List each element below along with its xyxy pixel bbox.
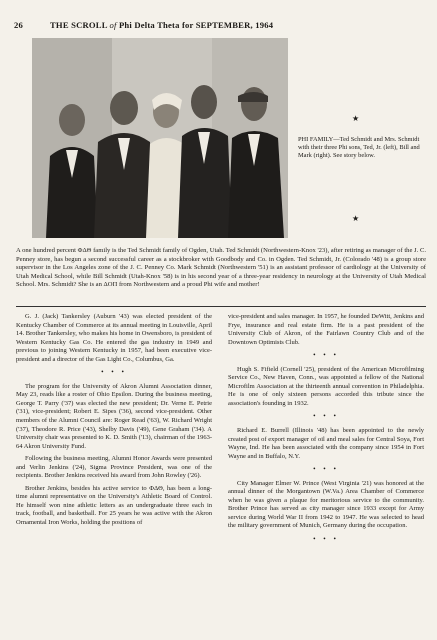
- header-title-pre: THE SCROLL: [50, 20, 108, 30]
- running-header: [14, 20, 424, 30]
- separator-dots: • • •: [313, 412, 339, 421]
- separator-dots: • • •: [313, 351, 339, 360]
- article-honor-awards: Following the business meeting, Alumni Honor Awards were presented and Verlin Jenkins ('24), Sigma Province President, was one of the recipients. Brother Jenkins received his award from John Rowley ('26).: [16, 455, 212, 480]
- star-ornament-top: ★: [352, 114, 360, 123]
- separator-dots: • • •: [313, 535, 339, 544]
- article-fifield: Hugh S. Fifield (Cornell '25), president of the American Microfilming Service Co., New Haven, Conn., was appointed a fellow of the National Microfilm Association at the thirteenth annual convention in Philadelphia. He is one of only sixteen persons accorded this tribute since the association's founding in 1932.: [228, 365, 424, 407]
- article-prince: City Manager Elmer W. Prince (West Virginia '21) was honored at the annual dinner of the Morgantown (W.Va.) Area Chamber of Commerce when he was given a plaque for meritorious service to the community. Brother Prince has served as city manager since 1933 except for Army service during World War II from 1942 to 1947. He was selected to head the military government of Munich, Germany during the occupation.: [228, 479, 424, 530]
- star-ornament-bottom: ★: [352, 214, 360, 223]
- header-title-ital: of: [109, 20, 117, 30]
- separator-dots: • • •: [313, 465, 339, 474]
- page-number: 26: [14, 20, 23, 30]
- family-photo: [32, 38, 288, 238]
- article-jenkins-cont: vice-president and sales manager. In 1957, he founded DeWitt, Jenkins and Frye, insurance and real estate firm. He is a past president of the University Club of Akron, of the Fairlawn Country Club and of the Downtown Optimists Club.: [228, 313, 424, 346]
- right-column: [228, 313, 424, 550]
- article-jenkins: Brother Jenkins, besides his active service to ΦΔΘ, has been a long-time alumni representative on the University's Athletic Board of Control. He himself won nine athletic letters as an undergraduate three each in track, football, and basketball. For 25 years he was active with the Akron Ornamental Iron Works, holding the positions of: [16, 484, 212, 527]
- section-divider: [16, 306, 426, 307]
- separator-dots: • • •: [101, 368, 127, 377]
- intro-paragraph: A one hundred percent ΦΔΘ family is the Ted Schmidt family of Ogden, Utah. Ted Schmidt (Northwestern-Knox '23), after retiring as manager of the J. C. Penney store, has begun a second successful career as a stockbroker with Goodbody and Co. in Ogden. Ted Schmidt, Jr. (Colorado '48) is a group store supervisor in the Los Angeles zone of the J. C. Penney Co. Mark Schmidt (Northwestern '51) is an assistant professor of cardiology at the University of Utah Medical School, while Bill Schmidt (Utah-Knox '58) is in his second year of a three-year residency in neurology at the University of Utah Medical School. Mrs. Schmidt? She is an ΔOΠ from Northwestern and a proud Phi wife and mother!: [16, 247, 426, 289]
- article-burrell: Richard E. Burrell (Illinois '48) has been appointed to the newly created post of export manager of oil and meal sales for Central Soya, Fort Wayne, Ind. He has been associated with the company since 1954 in Fort Wayne and in Buffalo, N.Y.: [228, 427, 424, 460]
- photo-caption: PHI FAMILY—Ted Schmidt and Mrs. Schmidt with their three Phi sons, Ted, Jr. (left), Bill and Mark (right). See story below.: [298, 136, 420, 160]
- header-title-post: Phi Delta Theta for SEPTEMBER, 1964: [118, 20, 274, 30]
- article-akron-alumni: The program for the University of Akron Alumni Association dinner, May 23, reads like a roster of Ohio Epsilon. During the business meeting, George T. Parry ('37) was elected the new president; Dr. Verne E. Petrie ('31), vice-president; Robert E. Sipes ('36), second vice-president. Other members of the Alumni Council are: Roger Read ('63), W. Richard Wright ('37), Theodore R. Price ('43), Shelby Davis ('49), Gene Graham ('34). A University chair was presented to K. D. Smith ('13), chairman of the 1963-64 Akron University Fund.: [16, 382, 212, 450]
- family-photo-drawing: [32, 38, 288, 238]
- article-tankersley: G. J. (Jack) Tankersley (Auburn '43) was elected president of the Kentucky Chamber of Commerce at its annual meeting in Louisville, April 14. Brother Tankersley, who makes his home in Owensboro, is president of Western Kentucky Gas Co. He entered the gas industry in 1949 and previous to joining Western Kentucky in 1957, had been executive vice-president and a director of the Gas Light Co., Columbus, Ga.: [16, 313, 212, 363]
- left-column: [16, 313, 212, 532]
